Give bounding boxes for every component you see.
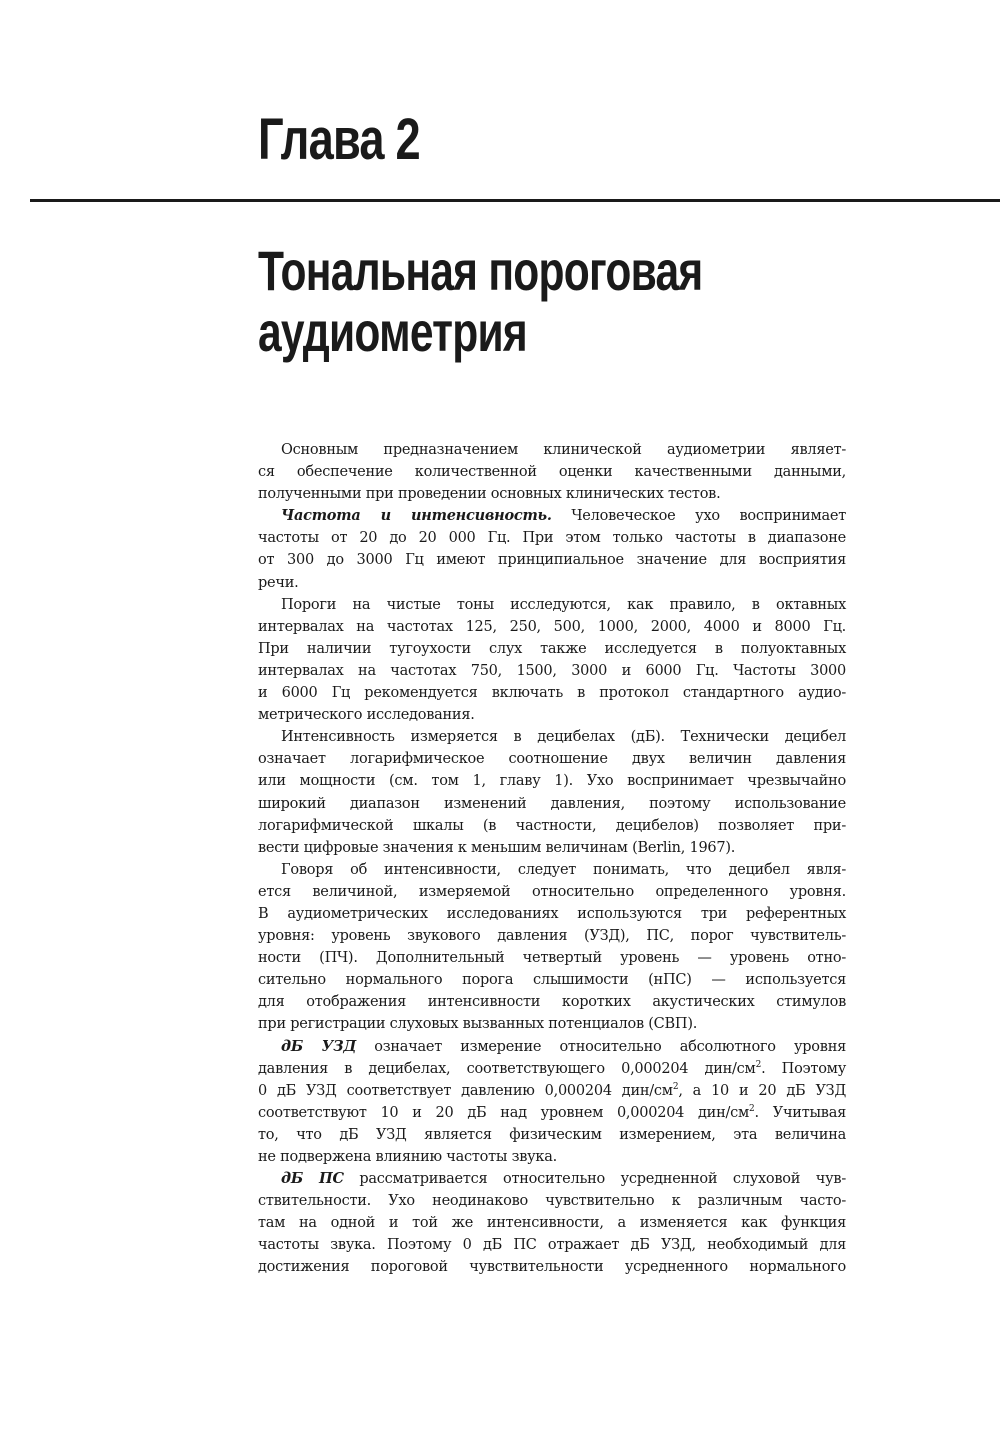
text-fragment: Человеческое ухо воспринимает <box>551 508 846 525</box>
text-line: там на одной и той же интенсивности, а изменяется как функция <box>258 1215 846 1232</box>
text-line: интервалах на частотах 125, 250, 500, 1000, 2000, 4000 и 8000 Гц. <box>258 618 846 635</box>
text-line: не подвержена влиянию частоты звука. <box>258 1149 557 1165</box>
text-line <box>258 1102 846 1124</box>
text-line: и 6000 Гц рекомендуется включать в протокол стандартного аудио- <box>258 685 846 702</box>
text-line: вести цифровые значения к меньшим величинам (Berlin, 1967). <box>258 839 736 856</box>
text-line: Основным предназначением клинической аудиометрии являет- <box>281 442 846 458</box>
text-line: интервалах на частотах 750, 1500, 3000 и 6000 Гц. Частоты 3000 <box>258 662 846 679</box>
paragraph-term: дБ ПС <box>281 1170 344 1188</box>
text-line <box>258 505 846 527</box>
text-line: для отображения интенсивности коротких акустических стимулов <box>258 994 846 1011</box>
text-line <box>258 1058 846 1080</box>
text-line: уровня: уровень звукового давления (УЗД), ПС, порог чувствитель- <box>258 928 846 945</box>
text-line: сительно нормального порога слышимости (нПС) — используется <box>258 972 846 989</box>
superscript: 2 <box>672 1081 679 1092</box>
text-line: частоты звука. Поэтому 0 дБ ПС отражает дБ УЗД, необходимый для <box>258 1237 846 1254</box>
text-line <box>258 1080 846 1102</box>
text-line: означает логарифмическое соотношение двух величин давления <box>258 751 846 768</box>
chapter-title-line: аудиометрия <box>258 300 527 363</box>
text-line: от 300 до 3000 Гц имеют принципиальное значение для восприятия <box>258 552 846 569</box>
text-line: При наличии тугоухости слух также исследуется в полуоктавных <box>258 640 846 657</box>
body-text <box>258 439 846 1279</box>
paragraph <box>258 859 846 1036</box>
text-fragment: , а 10 и 20 дБ УЗД <box>678 1082 846 1099</box>
text-line: Пороги на чистые тоны исследуются, как правило, в октавных <box>281 596 846 613</box>
text-fragment: . Учитывая <box>754 1104 846 1121</box>
paragraph-term: Частота и интенсивность. <box>281 507 552 525</box>
chapter-divider <box>30 199 1000 202</box>
text-fragment: 0 дБ УЗД соответствует давлению 0,000204 дин/см <box>258 1082 673 1099</box>
chapter-number: Глава 2 <box>258 107 420 172</box>
chapter-title-line: Тональная пороговая <box>258 239 703 302</box>
text-line: широкий диапазон изменений давления, поэтому использование <box>258 795 846 812</box>
text-line: при регистрации слуховых вызванных потенциалов (СВП). <box>258 1016 698 1033</box>
text-line: Говоря об интенсивности, следует понимать, что децибел явля- <box>281 861 846 878</box>
text-line: В аудиометрических исследованиях используются три референтных <box>258 905 846 922</box>
text-line: то, что дБ УЗД является физическим измерением, эта величина <box>258 1126 846 1143</box>
text-line: ется величиной, измеряемой относительно определенного уровня. <box>258 883 846 900</box>
text-line: ности (ПЧ). Дополнительный четвертый уровень — уровень отно- <box>258 950 846 967</box>
text-line: или мощности (см. том 1, главу 1). Ухо воспринимает чрезвычайно <box>258 773 846 790</box>
text-line: полученными при проведении основных клинических тестов. <box>258 486 721 503</box>
chapter-title <box>258 240 702 362</box>
text-line: речи. <box>258 574 299 591</box>
paragraph <box>258 594 846 727</box>
text-fragment: рассматривается относительно усредненной слуховой чув- <box>343 1171 846 1188</box>
text-fragment: соответствуют 10 и 20 дБ над уровнем 0,000204 дин/см <box>258 1104 750 1121</box>
paragraph <box>258 439 846 505</box>
text-line <box>258 1036 846 1058</box>
paragraph <box>258 1036 846 1169</box>
text-line: частоты от 20 до 20 000 Гц. При этом только частоты в диапазоне <box>258 530 846 547</box>
text-line: достижения пороговой чувствительности усредненного нормального <box>258 1259 846 1276</box>
paragraph <box>258 505 846 593</box>
text-line: ся обеспечение количественной оценки качественными данными, <box>258 464 846 481</box>
superscript: 2 <box>749 1103 755 1114</box>
text-line: Интенсивность измеряется в децибелах (дБ). Технически децибел <box>281 729 846 746</box>
text-line <box>258 1168 846 1190</box>
superscript: 2 <box>755 1059 762 1070</box>
paragraph-term: дБ УЗД <box>281 1037 357 1055</box>
text-line: метрического исследования. <box>258 707 475 724</box>
text-line: ствительности. Ухо неодинаково чувствительно к различным часто- <box>258 1193 846 1210</box>
paragraph <box>258 1168 846 1278</box>
paragraph <box>258 726 846 859</box>
text-fragment: означает измерение относительно абсолютного уровня <box>356 1038 847 1055</box>
text-fragment: давления в децибелах, соответствующего 0,000204 дин/см <box>258 1060 756 1077</box>
text-fragment: . Поэтому <box>761 1060 846 1077</box>
text-line: логарифмической шкалы (в частности, децибелов) позволяет при- <box>258 817 846 834</box>
